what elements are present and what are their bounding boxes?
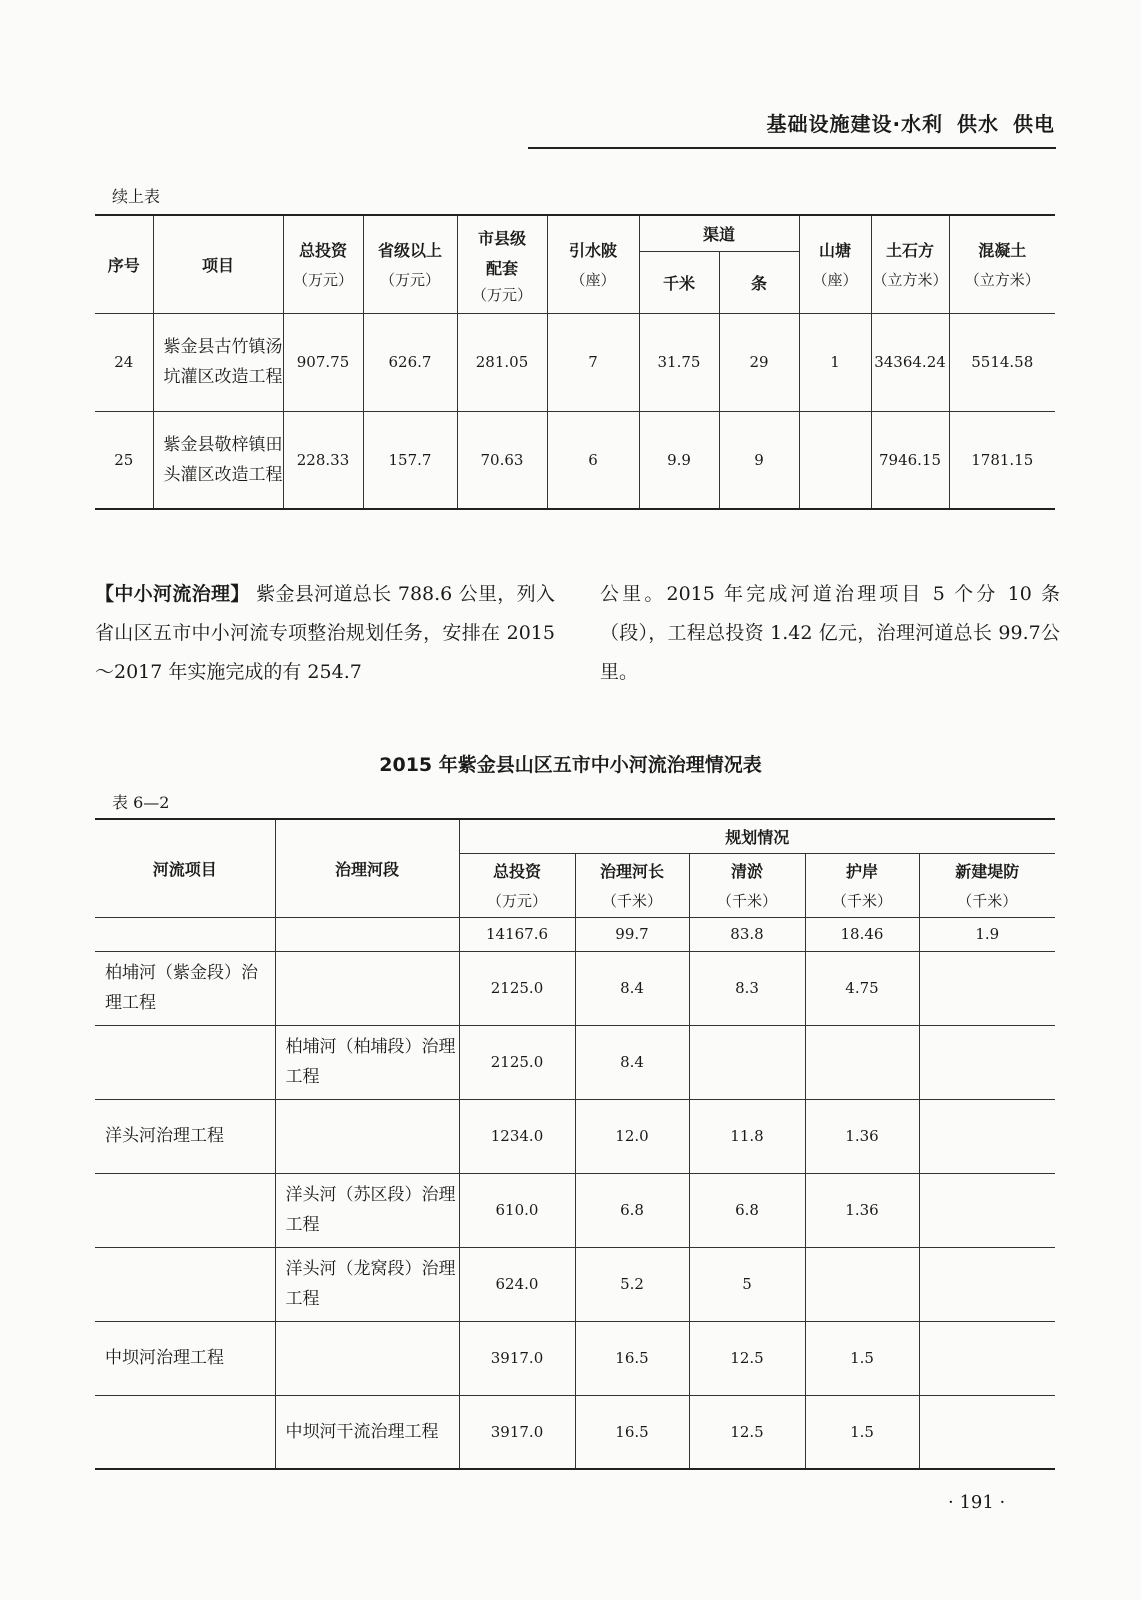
th-pond-label: 山塘	[818, 241, 851, 261]
cell-project: 紫金县古竹镇汤坑灌区改造工程	[153, 313, 283, 411]
cell-dredge: 6.8	[689, 1173, 805, 1247]
header-title: 基础设施建设·水利	[766, 112, 944, 136]
river-governance-table	[95, 818, 1055, 1470]
table2-label: 表 6—2	[112, 793, 170, 812]
cell-dike	[919, 1025, 1055, 1099]
cell-total: 2125.0	[459, 1025, 575, 1099]
irrigation-table	[95, 214, 1055, 510]
cell-bank: 1.5	[805, 1395, 919, 1469]
cell-section	[275, 917, 459, 951]
cell-provincial: 157.7	[363, 411, 457, 509]
th-channel: 渠道	[639, 215, 799, 251]
cell-length: 16.5	[575, 1395, 689, 1469]
table-row	[95, 1099, 1055, 1173]
cell-dredge: 83.8	[689, 917, 805, 951]
cell-section: 洋头河（苏区段）治理工程	[275, 1173, 459, 1247]
th-section: 治理河段	[275, 819, 459, 917]
cell-channel-count: 29	[719, 313, 799, 411]
th-dredge-label: 清淤	[730, 862, 763, 881]
th-river-project: 河流项目	[95, 819, 275, 917]
paragraph-left-text: 紫金县河道总长 788.6 公里，列入省山区五市中小河流专项整治规划任务，安排在 2015～2017 年实施完成的有 254.7	[95, 583, 555, 683]
cell-seq: 25	[95, 411, 153, 509]
th-length-label: 治理河长	[599, 862, 664, 881]
cell-total: 14167.6	[459, 917, 575, 951]
cell-total: 228.33	[283, 411, 363, 509]
cell-dike	[919, 951, 1055, 1025]
cell-dike: 1.9	[919, 917, 1055, 951]
th-dredge-unit: （千米）	[716, 892, 777, 910]
cell-dike	[919, 1395, 1055, 1469]
cell-section: 中坝河干流治理工程	[275, 1395, 459, 1469]
th-concrete-label: 混凝土	[978, 241, 1027, 261]
cell-project	[95, 1173, 275, 1247]
cell-channel-count: 9	[719, 411, 799, 509]
cell-total: 610.0	[459, 1173, 575, 1247]
cell-total: 3917.0	[459, 1395, 575, 1469]
th-provincial-unit: （万元）	[379, 271, 440, 290]
cell-project: 紫金县敬梓镇田头灌区改造工程	[153, 411, 283, 509]
th-pond-unit: （座）	[812, 271, 858, 290]
cell-project: 洋头河治理工程	[95, 1099, 275, 1173]
th-planning: 规划情况	[459, 819, 1055, 853]
th-total-investment	[283, 215, 363, 313]
cell-dike	[919, 1321, 1055, 1395]
th-earthwork-label: 土石方	[885, 241, 934, 261]
cell-total: 624.0	[459, 1247, 575, 1321]
th-dike	[919, 853, 1055, 917]
cell-pond	[799, 411, 871, 509]
cell-section	[275, 1099, 459, 1173]
th-provincial-label: 省级以上	[377, 241, 442, 261]
th-diversion-weir-unit: （座）	[570, 271, 616, 290]
th-diversion-weir	[547, 215, 639, 313]
th-concrete	[949, 215, 1055, 313]
th-total-investment-label: 总投资	[298, 241, 347, 261]
cell-section: 柏埔河（柏埔段）治理工程	[275, 1025, 459, 1099]
table-row	[95, 411, 1055, 509]
cell-county: 70.63	[457, 411, 547, 509]
table-row	[95, 917, 1055, 951]
cell-bank	[805, 1247, 919, 1321]
cell-dike	[919, 1247, 1055, 1321]
cell-project	[95, 917, 275, 951]
cell-seq: 24	[95, 313, 153, 411]
cell-concrete: 5514.58	[949, 313, 1055, 411]
cell-county: 281.05	[457, 313, 547, 411]
cell-dredge: 8.3	[689, 951, 805, 1025]
cell-dredge: 11.8	[689, 1099, 805, 1173]
th-channel-count: 条	[719, 251, 799, 313]
page-header	[530, 108, 1055, 137]
cell-bank: 1.36	[805, 1173, 919, 1247]
cell-project	[95, 1247, 275, 1321]
cell-dredge: 5	[689, 1247, 805, 1321]
cell-concrete: 1781.15	[949, 411, 1055, 509]
cell-dredge: 12.5	[689, 1395, 805, 1469]
th-county	[457, 215, 547, 313]
cell-channel-km: 31.75	[639, 313, 719, 411]
th-bank-label: 护岸	[845, 862, 878, 881]
cell-bank: 4.75	[805, 951, 919, 1025]
th-bank-unit: （千米）	[831, 892, 892, 910]
table-row	[95, 1321, 1055, 1395]
cell-length: 6.8	[575, 1173, 689, 1247]
cell-total: 2125.0	[459, 951, 575, 1025]
cell-length: 12.0	[575, 1099, 689, 1173]
cell-total: 907.75	[283, 313, 363, 411]
th-county-unit: （万元）	[471, 285, 532, 304]
table-row	[95, 1395, 1055, 1469]
th-concrete-unit: （立方米）	[964, 271, 1040, 290]
th-total	[459, 853, 575, 917]
cell-channel-km: 9.9	[639, 411, 719, 509]
table1-caption: 续上表	[112, 187, 161, 206]
page-number: · 191 ·	[948, 1492, 1006, 1513]
cell-bank: 1.36	[805, 1099, 919, 1173]
cell-weir: 6	[547, 411, 639, 509]
th-total-label: 总投资	[492, 862, 541, 881]
th-total-investment-unit: （万元）	[292, 271, 353, 290]
th-total-unit: （万元）	[486, 892, 547, 910]
cell-total: 3917.0	[459, 1321, 575, 1395]
cell-length: 5.2	[575, 1247, 689, 1321]
th-earthwork-unit: （立方米）	[872, 271, 948, 290]
cell-section	[275, 951, 459, 1025]
cell-section	[275, 1321, 459, 1395]
cell-project	[95, 1395, 275, 1469]
th-project: 项目	[153, 215, 283, 313]
table-row	[95, 313, 1055, 411]
cell-bank	[805, 1025, 919, 1099]
th-provincial	[363, 215, 457, 313]
cell-section: 洋头河（龙窝段）治理工程	[275, 1247, 459, 1321]
cell-project: 柏埔河（紫金段）治理工程	[95, 951, 275, 1025]
table-row	[95, 1247, 1055, 1321]
th-earthwork	[871, 215, 949, 313]
cell-bank: 1.5	[805, 1321, 919, 1395]
cell-project: 中坝河治理工程	[95, 1321, 275, 1395]
cell-dredge: 12.5	[689, 1321, 805, 1395]
paragraph-right: 公里。2015 年完成河道治理项目 5 个分 10 条（段），工程总投资 1.42 亿元，治理河道总长 99.7公里。	[600, 583, 1060, 683]
cell-dredge	[689, 1025, 805, 1099]
cell-weir: 7	[547, 313, 639, 411]
header-sub-power-supply: 供电	[1013, 112, 1055, 136]
header-sub-water-supply: 供水	[957, 112, 1000, 136]
th-county-label: 市县级配套	[477, 228, 526, 278]
th-dike-label: 新建堤防	[955, 862, 1020, 881]
table-row	[95, 951, 1055, 1025]
cell-length: 8.4	[575, 951, 689, 1025]
th-bank	[805, 853, 919, 917]
cell-pond: 1	[799, 313, 871, 411]
paragraph-tag: 【中小河流治理】	[95, 583, 250, 605]
paragraph-left	[95, 575, 555, 692]
th-length-unit: （千米）	[601, 892, 662, 910]
th-dredge	[689, 853, 805, 917]
cell-bank: 18.46	[805, 917, 919, 951]
th-diversion-weir-label: 引水陂	[568, 241, 617, 261]
cell-dike	[919, 1173, 1055, 1247]
cell-earthwork: 34364.24	[871, 313, 949, 411]
th-pond	[799, 215, 871, 313]
cell-earthwork: 7946.15	[871, 411, 949, 509]
cell-total: 1234.0	[459, 1099, 575, 1173]
cell-length: 16.5	[575, 1321, 689, 1395]
th-channel-km: 千米	[639, 251, 719, 313]
header-rule	[528, 147, 1056, 149]
th-length	[575, 853, 689, 917]
cell-length: 8.4	[575, 1025, 689, 1099]
cell-project	[95, 1025, 275, 1099]
th-seq: 序号	[95, 215, 153, 313]
cell-provincial: 626.7	[363, 313, 457, 411]
cell-dike	[919, 1099, 1055, 1173]
table2-title: 2015 年紫金县山区五市中小河流治理情况表	[379, 754, 762, 776]
table-row	[95, 1173, 1055, 1247]
table-row	[95, 1025, 1055, 1099]
cell-length: 99.7	[575, 917, 689, 951]
th-dike-unit: （千米）	[957, 892, 1018, 910]
